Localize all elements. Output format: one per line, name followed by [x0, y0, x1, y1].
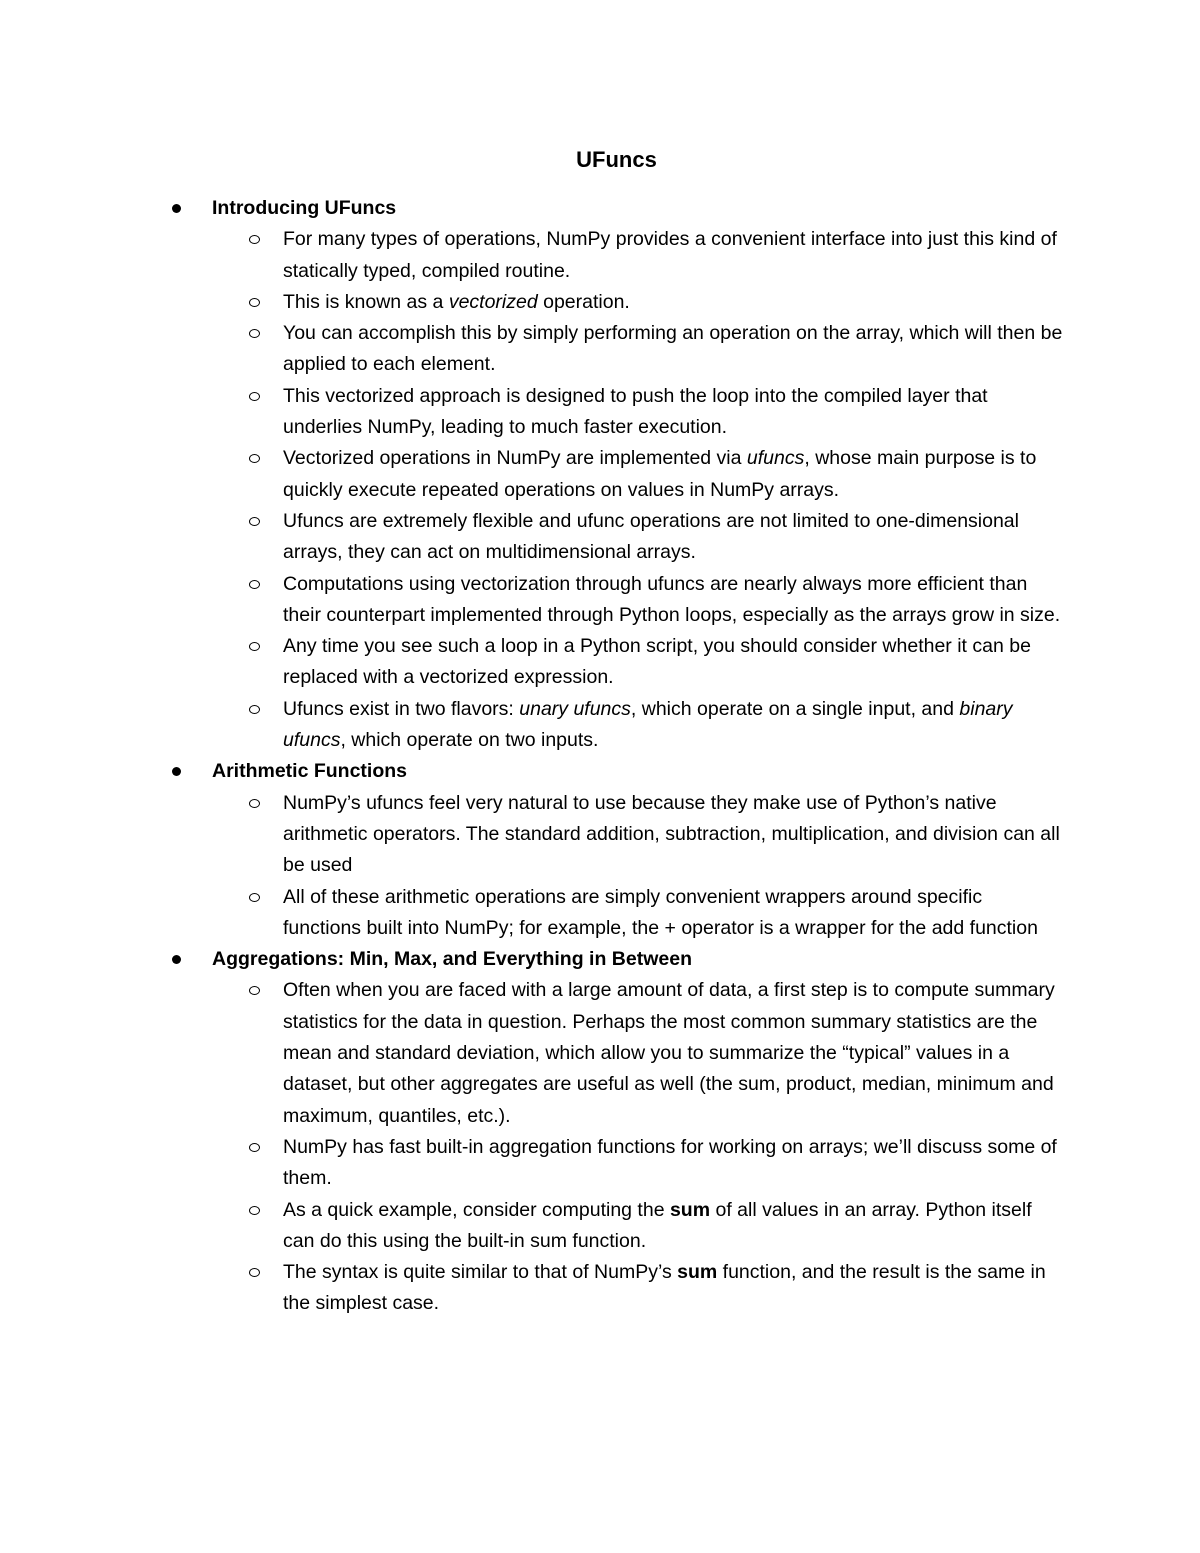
section-heading-text: Introducing UFuncs: [212, 197, 397, 219]
list-item: [0, 1195, 1063, 1258]
list-item: [0, 1132, 1063, 1195]
section-heading-text: Arithmetic Functions: [212, 760, 408, 783]
text-run: operation.: [537, 290, 630, 313]
bullet-dot-icon: [172, 955, 181, 964]
list-item-text: [283, 979, 1055, 1126]
bullet-circle-icon: [249, 392, 260, 401]
list-item: [0, 882, 1063, 945]
outline-section: [0, 944, 1200, 1320]
text-run: Ufuncs are extremely flexible and ufunc operations are not limited to one-dimensional arrays, they can act on multidimensional arrays.: [283, 509, 1019, 564]
emphasized-text: binary ufuncs: [283, 697, 1013, 752]
list-item: [0, 631, 1063, 694]
emphasized-text: vectorized: [448, 290, 538, 313]
section-heading: [0, 756, 1200, 787]
section-heading-text: Aggregations: Min, Max, and Everything in Between: [212, 948, 692, 971]
list-item-text: [283, 1261, 1046, 1314]
text-run: , which operate on two inputs.: [340, 729, 599, 752]
bullet-circle-icon: [249, 454, 260, 463]
list-item: [0, 788, 1063, 882]
text-run: function, and the result is the same in the simplest case.: [283, 1261, 1046, 1315]
text-run: Vectorized operations in NumPy are implemented via: [283, 447, 747, 470]
text-run: All of these arithmetic operations are simply convenient wrappers around specific functions built into NumPy; for example, the + operator is a wrapper for the add function: [283, 885, 1038, 939]
section-heading: [0, 944, 1200, 975]
list-item: [0, 1257, 1063, 1320]
emphasized-text: sum: [677, 1261, 718, 1284]
text-run: NumPy has fast built-in aggregation functions for working on arrays; we’ll discuss some of them.: [283, 1135, 1057, 1190]
text-run: The syntax is quite similar to that of NumPy’s: [283, 1261, 678, 1284]
text-run: For many types of operations, NumPy provides a convenient interface into just this kind of statically typed, compiled routine.: [283, 228, 1057, 282]
emphasized-text: ufuncs: [746, 447, 805, 470]
text-run: Computations using vectorization through ufuncs are nearly always more efficient than their counterpart implemented through Python loops, especially as the arrays grow in size.: [283, 572, 1061, 626]
outline-section: [0, 756, 1200, 944]
bullet-dot-icon: [172, 204, 181, 213]
bullet-circle-icon: [249, 705, 260, 714]
list-item: [0, 443, 1063, 506]
bullet-circle-icon: [249, 235, 260, 244]
list-item: [0, 975, 1063, 1131]
list-item-text: [283, 291, 630, 313]
emphasized-text: sum: [669, 1198, 711, 1221]
bullet-circle-icon: [249, 329, 260, 338]
list-item-text: [283, 635, 1031, 688]
bullet-circle-icon: [249, 1206, 260, 1215]
list-item-text: [283, 385, 988, 438]
bullet-circle-icon: [249, 1268, 260, 1277]
list-item-text: [283, 573, 1060, 626]
list-item: [0, 506, 1063, 569]
document-body: [0, 193, 1200, 1320]
list-item: [0, 287, 1063, 318]
bullet-circle-icon: [249, 642, 260, 651]
list-item: [0, 569, 1063, 632]
text-run: NumPy’s ufuncs feel very natural to use because they make use of Python’s native arithmetic operators. The standard addition, subtraction, multiplication, and division can all be used: [283, 791, 1060, 877]
text-run: Any time you see such a loop in a Python script, you should consider whether it can be replaced with a vectorized expression.: [283, 635, 1031, 689]
text-run: This vectorized approach is designed to push the loop into the compiled layer that underlies NumPy, leading to much faster execution.: [283, 384, 988, 439]
bullet-circle-icon: [249, 799, 260, 808]
text-run: , which operate on a single input, and: [630, 697, 960, 720]
list-item-text: [283, 228, 1057, 281]
bullet-circle-icon: [249, 893, 260, 902]
list-item-text: [283, 698, 1013, 751]
outline-section: [0, 193, 1200, 756]
bullet-dot-icon: [172, 767, 181, 776]
text-run: This is known as a: [283, 290, 449, 313]
list-item-text: [283, 1136, 1057, 1189]
list-item-text: [283, 886, 1038, 939]
section-heading: [0, 193, 1200, 224]
list-item: [0, 694, 1063, 757]
text-run: Ufuncs exist in two flavors:: [283, 697, 520, 720]
text-run: Often when you are faced with a large amount of data, a first step is to compute summary statistics for the data in question. Perhaps the most common summary statistics are the mean and standard deviation, which allow you to summarize the “typical” values in a dataset, but other aggregates are useful as well (the sum, product, median, minimum and maximum, quantiles, etc.).: [283, 979, 1055, 1127]
list-item-text: [283, 447, 1036, 500]
text-run: As a quick example, consider computing the: [283, 1198, 670, 1221]
text-run: , whose main purpose is to quickly execute repeated operations on values in NumPy arrays.: [283, 447, 1037, 501]
text-run: You can accomplish this by simply performing an operation on the array, which will then be applied to each element.: [283, 322, 1063, 376]
bullet-circle-icon: [249, 986, 260, 995]
text-run: of all values in an array. Python itself can do this using the built-in sum function.: [283, 1198, 1032, 1252]
list-item: [0, 318, 1063, 381]
list-item-text: [283, 510, 1019, 563]
list-item: [0, 381, 1063, 444]
list-item-text: [283, 792, 1060, 877]
bullet-circle-icon: [249, 298, 260, 307]
bullet-circle-icon: [249, 517, 260, 526]
emphasized-text: unary ufuncs: [519, 697, 631, 720]
list-item-text: [283, 1199, 1032, 1252]
bullet-circle-icon: [249, 580, 260, 589]
list-item-text: [283, 322, 1062, 375]
list-item: [0, 224, 1063, 287]
page-title: UFuncs: [576, 147, 657, 172]
bullet-circle-icon: [249, 1143, 260, 1152]
